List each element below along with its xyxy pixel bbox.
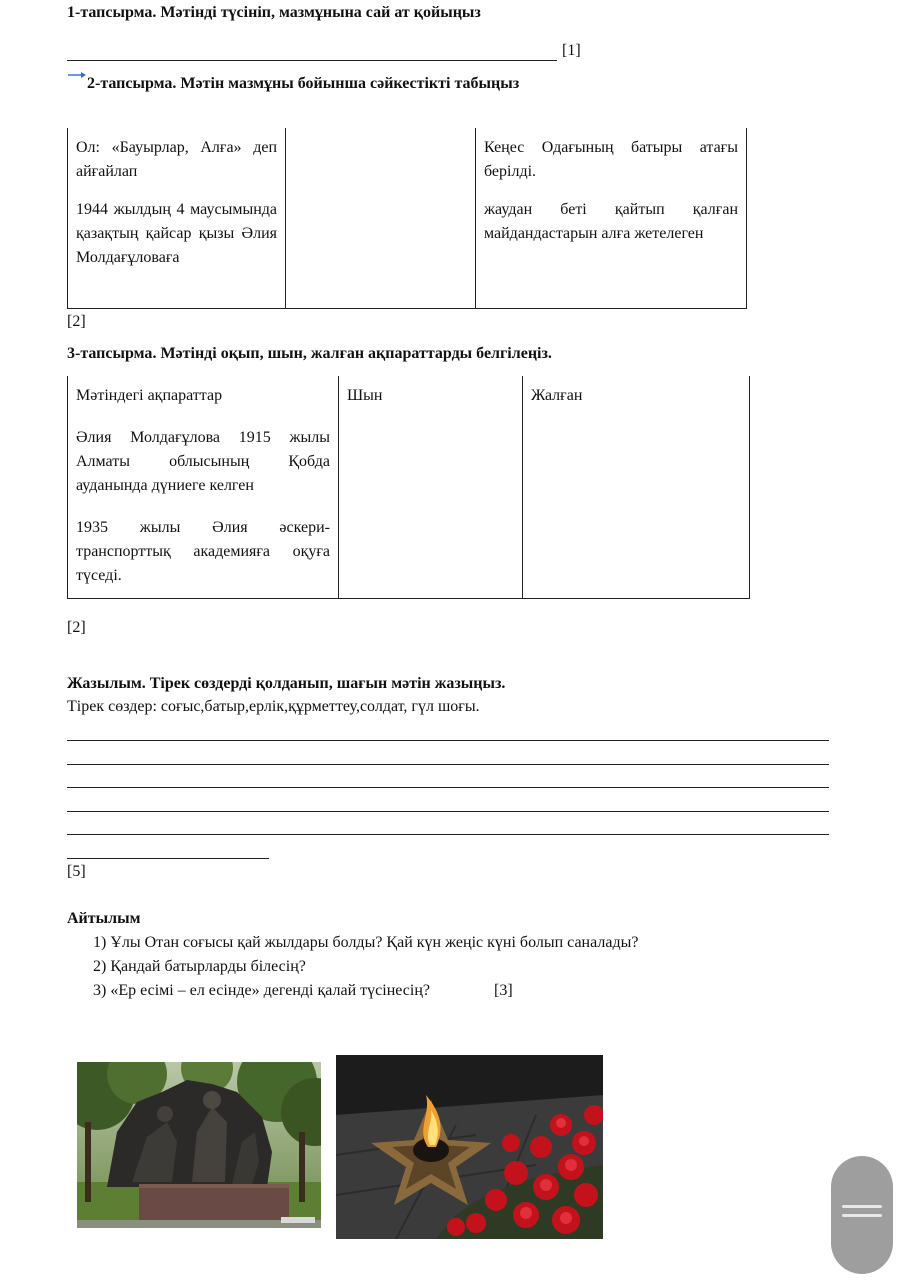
writing-line[interactable] [67, 834, 829, 835]
table-row [68, 418, 750, 508]
arrow-right-icon [67, 70, 87, 80]
table-row [68, 508, 750, 599]
speaking-question-2: 2) Қандай батырларды білесің? [93, 958, 306, 975]
handle-bar [842, 1214, 882, 1217]
speaking-question-3: 3) «Ер есімі – ел есінде» дегенді қалай түсінесің? [93, 982, 430, 999]
false-cell[interactable] [523, 508, 750, 599]
task1-score: [1] [562, 42, 581, 59]
match-right-cell: Кеңес Одағының батыры атағы берілді. [476, 128, 747, 190]
writing-line[interactable] [67, 740, 829, 741]
header-false: Жалған [523, 376, 750, 418]
writing-line[interactable] [67, 858, 269, 859]
task2-score: [2] [67, 313, 86, 330]
true-false-table [67, 376, 750, 599]
writing-line[interactable] [67, 811, 829, 812]
task3-title-prefix: 3-тапсырма [67, 345, 153, 362]
table-row [68, 190, 747, 309]
writing-keywords: Тірек сөздер: соғыс,батыр,ерлік,құрметтеу,солдат, гүл шоғы. [67, 698, 480, 715]
match-left-cell: 1944 жылдың 4 маусымында қазақтың қайсар қызы Әлия Молдағұловаға [68, 190, 286, 309]
header-true: Шын [339, 376, 523, 418]
true-cell[interactable] [339, 418, 523, 508]
match-right-cell: жаудан беті қайтып қалған майдандастарын алға жетелеген [476, 190, 747, 309]
match-middle-cell[interactable] [286, 190, 476, 309]
writing-line[interactable] [67, 787, 829, 788]
task1-answer-line[interactable] [67, 60, 557, 61]
header-info: Мәтіндегі ақпараттар [68, 376, 339, 418]
task2-title: 2-тапсырма. Мәтін мазмұны бойынша сәйкестікті табыңыз [87, 75, 520, 92]
task3-title [67, 345, 552, 363]
match-middle-cell[interactable] [286, 128, 476, 190]
handle-bar [842, 1205, 882, 1208]
speaking-score: [3] [494, 982, 513, 999]
writing-score: [5] [67, 863, 86, 880]
eternal-flame-photo [336, 1055, 603, 1239]
matching-table [67, 128, 747, 309]
task3-title-rest: . Мәтінді оқып, шын, жалған ақпараттарды белгілеңіз. [152, 345, 552, 362]
table-header-row [68, 376, 750, 418]
statement-cell: Әлия Молдағұлова 1915 жылы Алматы облысының Қобда ауданында дүниеге келген [68, 418, 339, 508]
writing-title: Жазылым. Тірек сөздерді қолданып, шағын мәтін жазыңыз. [67, 675, 506, 692]
drag-handle-icon[interactable] [831, 1156, 893, 1274]
task3-score: [2] [67, 619, 86, 636]
table-row [68, 128, 747, 190]
writing-line[interactable] [67, 764, 829, 765]
true-cell[interactable] [339, 508, 523, 599]
memorial-monument-photo [77, 1062, 321, 1228]
speaking-title: Айтылым [67, 910, 141, 927]
speaking-question-1: 1) Ұлы Отан соғысы қай жылдары болды? Қай күн жеңіс күні болып саналады? [93, 934, 639, 951]
match-left-cell: Ол: «Бауырлар, Алға» деп айғайлап [68, 128, 286, 190]
statement-cell: 1935 жылы Әлия әскери-транспорттық академияға оқуға түседі. [68, 508, 339, 599]
task1-title: 1-тапсырма. Мәтінді түсініп, мазмұнына сай ат қойыңыз [67, 4, 481, 21]
false-cell[interactable] [523, 418, 750, 508]
